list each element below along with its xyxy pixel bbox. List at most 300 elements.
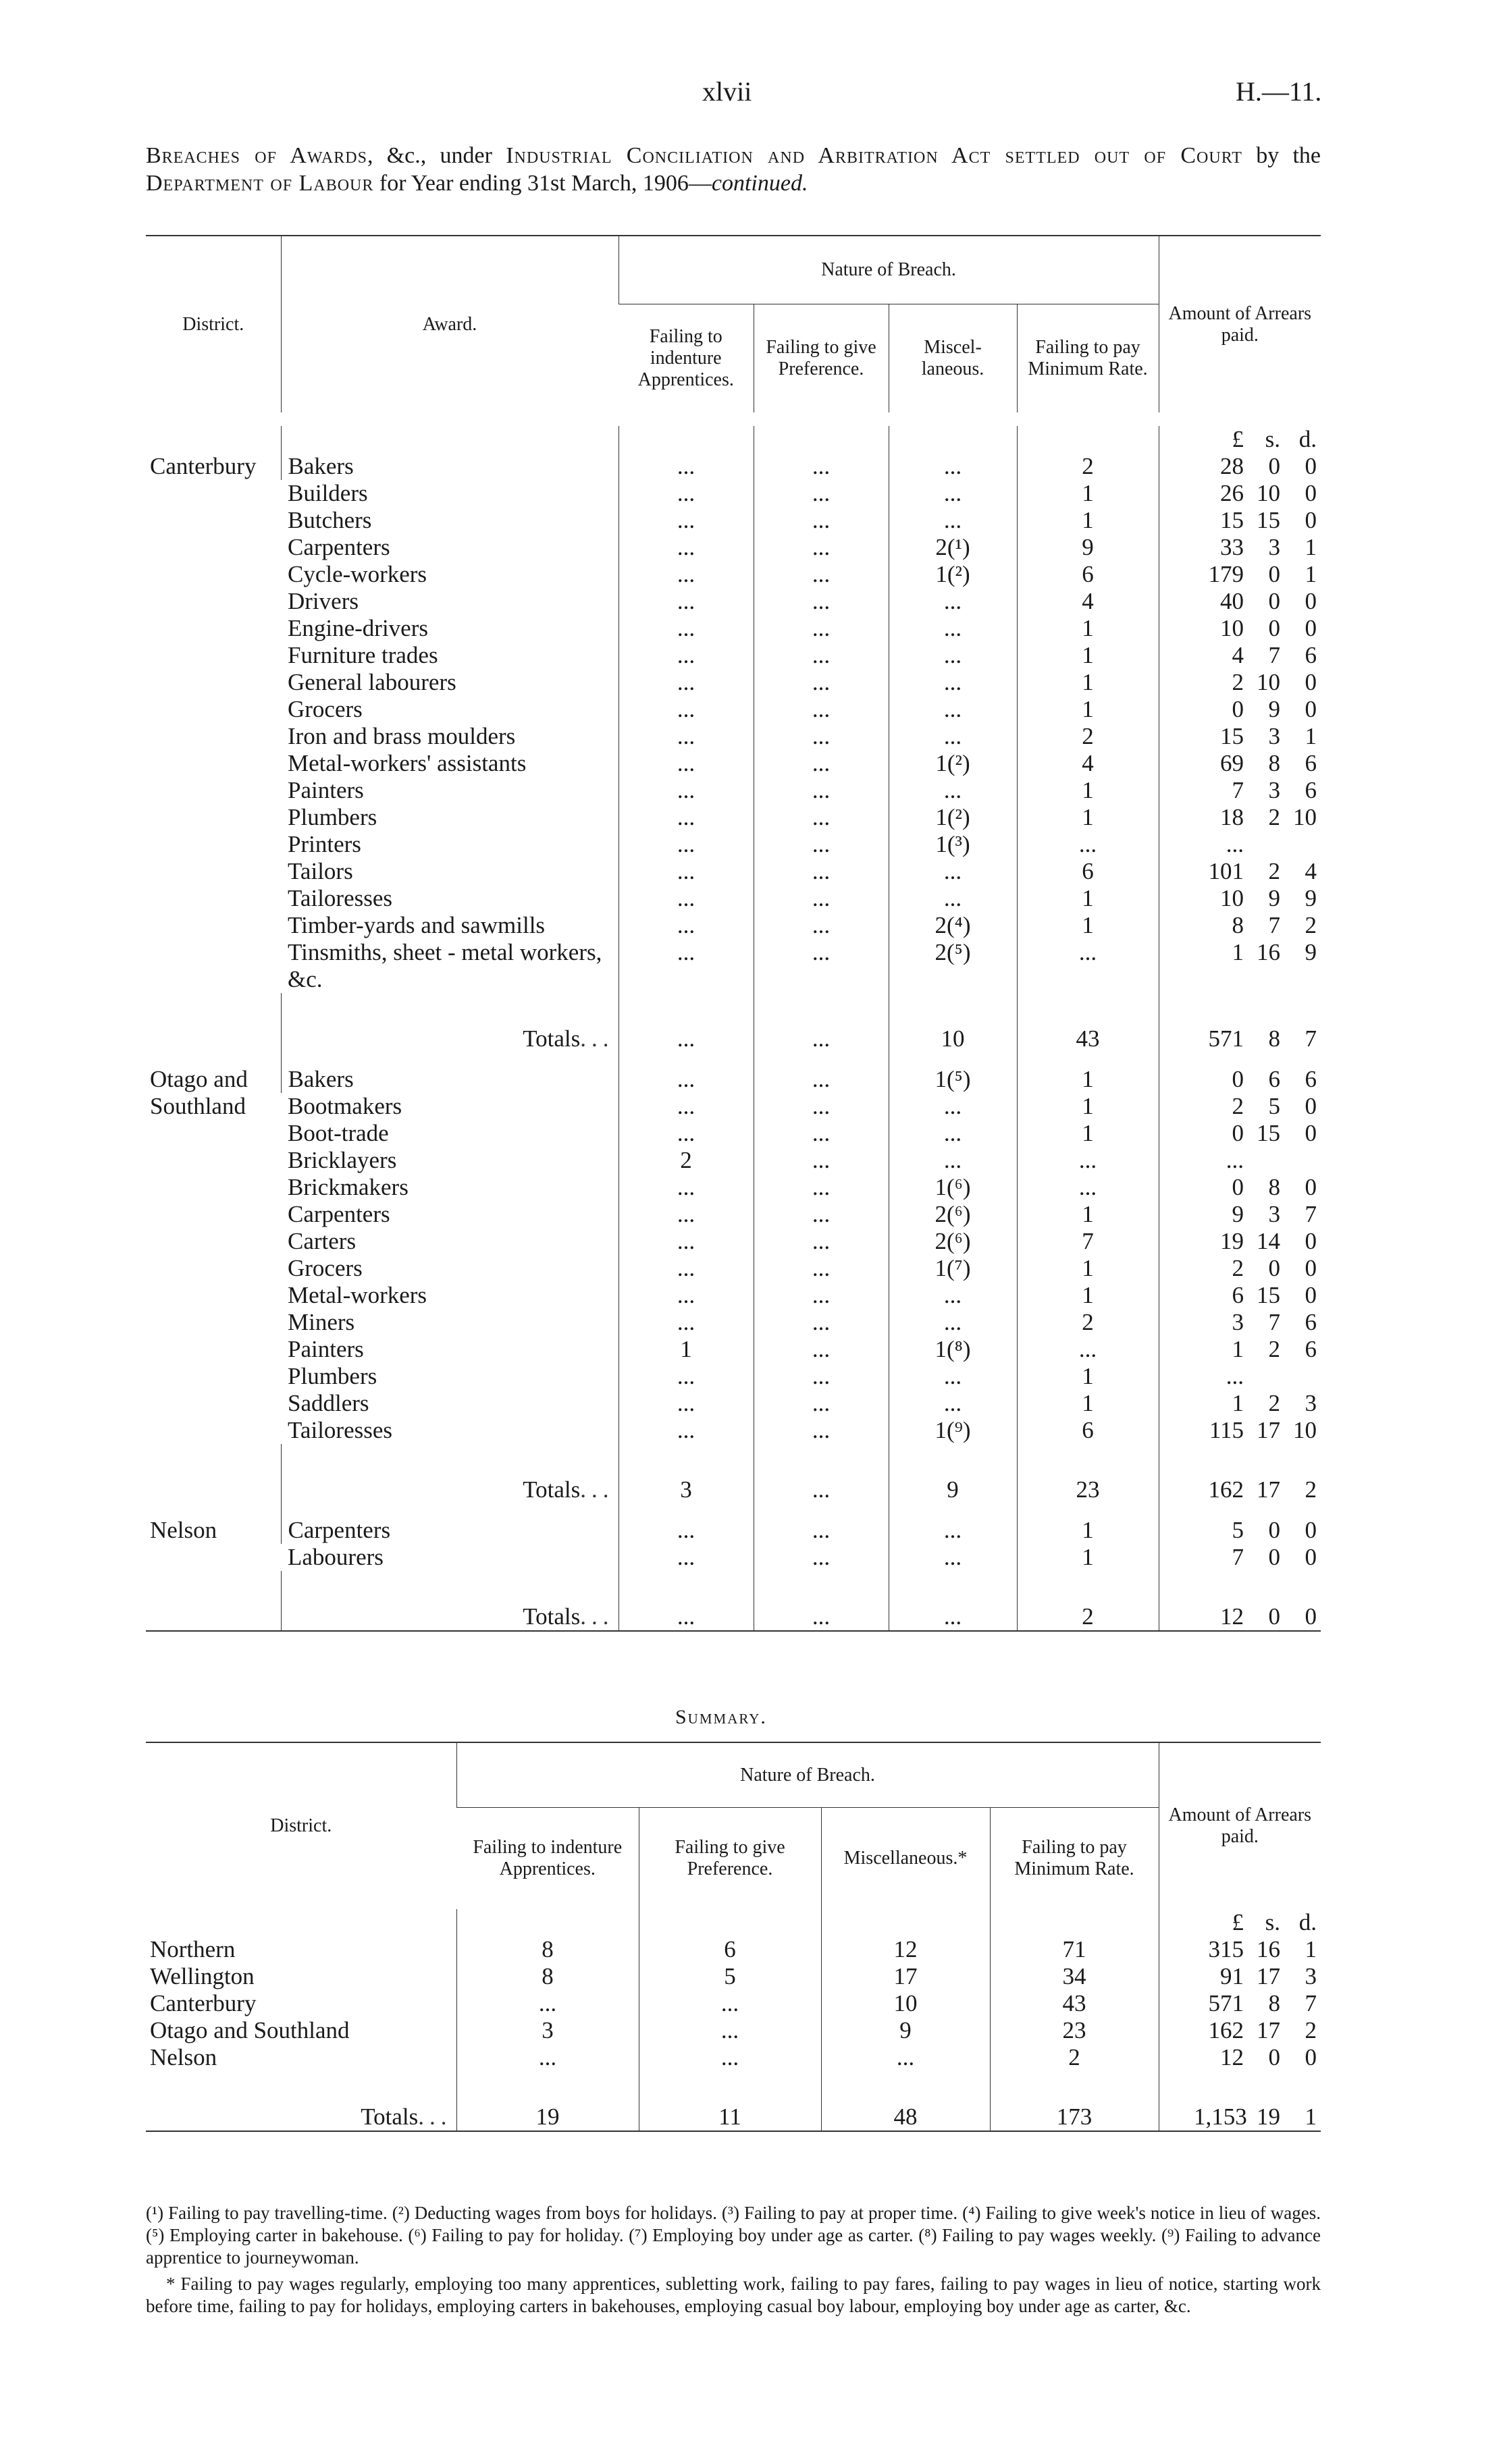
cell-misc: ... — [889, 453, 1017, 480]
pence: 1 — [1305, 534, 1317, 560]
pence: 9 — [1305, 939, 1317, 965]
shillings: 2 — [1268, 858, 1281, 884]
cell-min: 43 — [990, 1990, 1159, 2017]
cell-app: ... — [619, 534, 754, 561]
cell-pref: ... — [754, 1363, 889, 1390]
blank-cell — [821, 2071, 990, 2098]
pounds: 162 — [1208, 1476, 1244, 1503]
summary-title: Summary. — [675, 1706, 767, 1728]
cell-app: ... — [619, 1255, 754, 1282]
spacer-row — [146, 1052, 1321, 1066]
cell-app: ... — [619, 642, 754, 669]
arrears-cell — [1159, 642, 1321, 669]
table-title — [146, 142, 1321, 197]
arrears-cell — [1159, 1020, 1321, 1052]
cell-app: ... — [619, 1598, 754, 1631]
pounds: 0 — [1232, 696, 1244, 722]
blank-cell — [281, 1444, 619, 1471]
cell-app: 3 — [619, 1471, 754, 1503]
cell-min: 1 — [1017, 696, 1159, 723]
cell-pref: ... — [754, 1598, 889, 1631]
arrears-cell — [1159, 777, 1321, 804]
cell-pref: ... — [754, 1282, 889, 1309]
pounds: 5 — [1232, 1517, 1244, 1543]
col-district: District. — [146, 236, 281, 412]
cell-app: ... — [456, 1990, 639, 2017]
award-name: Carpenters — [281, 1517, 619, 1544]
award-name: Saddlers — [288, 1390, 369, 1416]
cell-misc: ... — [889, 1517, 1017, 1544]
blank-cell — [754, 1052, 889, 1066]
currency-units — [1159, 426, 1321, 453]
arrears-cell — [1159, 615, 1321, 642]
cell-misc: ... — [889, 858, 1017, 885]
arrears-cell — [1159, 1201, 1321, 1228]
col-award: Award. — [281, 236, 619, 412]
arrears-cell — [1159, 1255, 1321, 1282]
award-name: Grocers — [288, 1255, 363, 1281]
cell-app: ... — [619, 804, 754, 831]
cell-pref: ... — [754, 885, 889, 912]
blank-cell — [889, 426, 1017, 453]
cell-min: 1 — [1017, 1282, 1159, 1309]
award-name: Brickmakers — [288, 1174, 409, 1200]
shillings: 3 — [1268, 723, 1281, 749]
award-name: Printers — [288, 831, 361, 857]
cell-misc: 9 — [889, 1471, 1017, 1503]
cell-min: ... — [1017, 939, 1159, 993]
summary-district-name: Northern — [150, 1936, 236, 1962]
cell-misc: 1(⁵) — [889, 1066, 1017, 1093]
cell-min: 1 — [1017, 1255, 1159, 1282]
pounds: ... — [1226, 831, 1244, 857]
shillings: 8 — [1268, 750, 1281, 776]
pounds: 33 — [1220, 534, 1244, 560]
pounds: 1 — [1232, 939, 1244, 965]
shillings: 0 — [1268, 453, 1281, 479]
footnote-star: * Failing to pay wages regularly, employing too many apprentices, subletting work, failing to pay fares, failing to pay wages in lieu of notice, starting work before time, failing to pay for holidays, employing carters in bakehouses, employing casual boy labour, employing boy under age as carter, &c. — [146, 2274, 1321, 2316]
cell-pref: ... — [754, 777, 889, 804]
pounds: 7 — [1232, 777, 1244, 803]
arrears-cell — [1159, 1282, 1321, 1309]
arrears-cell — [1159, 1147, 1321, 1174]
cell-pref: ... — [754, 1544, 889, 1571]
pence: 0 — [1305, 615, 1317, 641]
pence: 6 — [1305, 777, 1317, 803]
cell-misc: ... — [889, 1390, 1017, 1417]
shillings: 3 — [1268, 1201, 1281, 1227]
pounds: 26 — [1220, 480, 1244, 506]
cell-min: 2 — [1017, 723, 1159, 750]
pounds: 9 — [1232, 1201, 1244, 1227]
sum-currency-units — [1159, 1909, 1321, 1936]
table-row — [146, 1201, 1321, 1228]
pence: 7 — [1305, 1025, 1317, 1052]
cell-misc: 1(⁷) — [889, 1255, 1017, 1282]
arrears-cell — [1159, 1093, 1321, 1120]
shillings: 14 — [1257, 1228, 1281, 1254]
cell-min: 2 — [1017, 1309, 1159, 1336]
table-row — [146, 561, 1321, 588]
table-row — [146, 777, 1321, 804]
table-row — [146, 480, 1321, 507]
table-row — [146, 1255, 1321, 1282]
title-part: for Year ending 31st March, 1906— — [373, 171, 712, 196]
cell-misc: ... — [889, 669, 1017, 696]
totals-row — [146, 1471, 1321, 1503]
pence: 0 — [1305, 1603, 1317, 1630]
table-row — [146, 750, 1321, 777]
title-part: continued. — [711, 171, 808, 196]
spacer-row — [146, 2071, 1321, 2098]
cell-misc: 17 — [821, 1963, 990, 1990]
arrears-cell — [1159, 1517, 1321, 1544]
table-row — [146, 588, 1321, 615]
arrears-cell — [1159, 561, 1321, 588]
table-row — [146, 696, 1321, 723]
cell-app: ... — [619, 696, 754, 723]
totals-leader: ... — [580, 1603, 614, 1630]
pounds: 0 — [1232, 1174, 1244, 1200]
totals-row — [146, 1020, 1321, 1052]
cell-pref: ... — [754, 831, 889, 858]
blank-cell — [281, 1052, 619, 1066]
blank-cell — [754, 1444, 889, 1471]
blank-cell — [889, 1052, 1017, 1066]
blank-cell — [146, 2071, 456, 2098]
pounds: 15 — [1220, 723, 1244, 749]
cell-misc: ... — [889, 642, 1017, 669]
shillings: 16 — [1257, 939, 1281, 965]
pence: 6 — [1305, 750, 1317, 776]
cell-app: ... — [619, 480, 754, 507]
table-row — [146, 1417, 1321, 1444]
sum-currency-row — [146, 1909, 1321, 1936]
blank-cell — [754, 426, 889, 453]
cell-pref: ... — [639, 2017, 821, 2044]
cell-misc: 2(⁶) — [889, 1228, 1017, 1255]
summary-district — [146, 1990, 456, 2017]
sum-col-misc: Miscellaneous.* — [821, 1808, 990, 1910]
cell-pref: ... — [754, 1201, 889, 1228]
pounds: 101 — [1208, 858, 1244, 884]
cell-app: 1 — [619, 1336, 754, 1363]
pence: 0 — [1305, 1228, 1317, 1254]
blank-cell — [146, 1598, 281, 1631]
table-row — [146, 1390, 1321, 1417]
pounds: 12 — [1220, 1603, 1244, 1630]
cell-app: ... — [619, 1174, 754, 1201]
blank-cell — [889, 1444, 1017, 1471]
blank-cell — [146, 426, 281, 453]
arrears-cell — [1159, 831, 1321, 858]
summary-district-name: Nelson — [150, 2044, 217, 2070]
shillings: 9 — [1268, 696, 1281, 722]
cell-min: 7 — [1017, 1228, 1159, 1255]
cell-misc: 2(¹) — [889, 534, 1017, 561]
shillings: 0 — [1268, 615, 1281, 641]
document-reference: H.—11. — [1236, 76, 1322, 107]
blank-cell — [619, 993, 754, 1020]
col-misc: Miscel- laneous. — [889, 304, 1017, 413]
cell-app: ... — [619, 1544, 754, 1571]
cell-pref: ... — [754, 453, 889, 480]
award-name: Butchers — [288, 507, 372, 533]
shillings: 2 — [1268, 1336, 1281, 1362]
summary-row — [146, 1936, 1321, 1963]
blank-cell — [619, 1052, 754, 1066]
arrears-cell — [1159, 804, 1321, 831]
pounds: 19 — [1220, 1228, 1244, 1254]
table-row — [146, 1147, 1321, 1174]
cell-min: 9 — [1017, 534, 1159, 561]
pence: 0 — [1305, 696, 1317, 722]
blank-cell — [1017, 993, 1159, 1020]
cell-min: 1 — [1017, 804, 1159, 831]
cell-pref: ... — [754, 1093, 889, 1120]
arrears-cell — [1159, 588, 1321, 615]
pounds: 179 — [1208, 561, 1244, 587]
pence: 6 — [1305, 1309, 1317, 1335]
shillings: 17 — [1257, 1963, 1281, 1989]
cell-min: 23 — [990, 2017, 1159, 2044]
shillings: 3 — [1268, 534, 1281, 560]
cell-misc: ... — [889, 723, 1017, 750]
blank-cell — [1017, 1444, 1159, 1471]
cell-min: 1 — [1017, 1544, 1159, 1571]
table-row — [146, 1093, 1321, 1120]
cell-app: ... — [619, 453, 754, 480]
cell-misc: ... — [889, 1147, 1017, 1174]
cell-misc: ... — [821, 2044, 990, 2071]
cell-min: 6 — [1017, 1417, 1159, 1444]
summary-totals-label — [146, 2098, 456, 2131]
cell-misc: 1(²) — [889, 561, 1017, 588]
page-number: xlvii — [702, 76, 752, 107]
shillings: 0 — [1268, 1517, 1281, 1543]
shillings: 7 — [1268, 1309, 1281, 1335]
pence: 6 — [1305, 642, 1317, 668]
blank-cell — [619, 1571, 754, 1598]
cell-misc: 12 — [821, 1936, 990, 1963]
cell-misc: ... — [889, 1309, 1017, 1336]
pounds: 28 — [1220, 453, 1244, 479]
shillings: 0 — [1268, 1603, 1281, 1630]
spacer-row — [146, 1571, 1321, 1598]
cell-pref: ... — [754, 534, 889, 561]
cell-misc: ... — [889, 1120, 1017, 1147]
arrears-cell — [1159, 858, 1321, 885]
cell-app: 8 — [456, 1936, 639, 1963]
cell-app: 19 — [456, 2098, 639, 2131]
shillings: 0 — [1268, 561, 1281, 587]
cell-pref: ... — [754, 1228, 889, 1255]
cell-misc: 10 — [821, 1990, 990, 2017]
cell-pref: ... — [754, 669, 889, 696]
arrears-cell — [1159, 507, 1321, 534]
pence: 7 — [1305, 1990, 1317, 2016]
cell-misc: ... — [889, 588, 1017, 615]
blank-cell — [281, 1571, 619, 1598]
cell-min: 1 — [1017, 912, 1159, 939]
cell-min: ... — [1017, 1336, 1159, 1363]
cell-app: ... — [619, 507, 754, 534]
cell-min: 173 — [990, 2098, 1159, 2131]
table-row — [146, 1120, 1321, 1147]
shillings: 17 — [1257, 2017, 1281, 2043]
arrears-cell — [1159, 912, 1321, 939]
arrears-cell — [1159, 1120, 1321, 1147]
award-name: Builders — [288, 480, 368, 506]
cell-app: ... — [619, 1066, 754, 1093]
cell-pref: ... — [754, 642, 889, 669]
award-name: Bakers — [281, 1066, 619, 1093]
totals-label — [281, 1598, 619, 1631]
award-name: Iron and brass moulders — [288, 723, 516, 749]
col-minimum: Failing to pay Minimum Rate. — [1017, 304, 1159, 413]
table-row — [146, 642, 1321, 669]
sum-col-apprentices: Failing to indenture Apprentices. — [473, 1837, 623, 1879]
award-name: Tailoresses — [288, 1417, 393, 1443]
cell-pref: ... — [754, 804, 889, 831]
cell-pref: ... — [754, 1517, 889, 1544]
shillings: 6 — [1268, 1066, 1281, 1092]
pence: 0 — [1305, 1093, 1317, 1119]
title-part: Department of Labour — [146, 171, 374, 196]
cell-app: ... — [619, 615, 754, 642]
arrears-cell — [1159, 1174, 1321, 1201]
blank-cell — [1159, 1444, 1321, 1471]
cell-min: 1 — [1017, 777, 1159, 804]
pounds: 2 — [1232, 669, 1244, 695]
blank-cell — [754, 1571, 889, 1598]
blank-cell — [146, 1020, 281, 1052]
blank-cell — [1017, 1571, 1159, 1598]
summary-row — [146, 2044, 1321, 2071]
award-name: General labourers — [288, 669, 456, 695]
cell-min: 1 — [1017, 1517, 1159, 1544]
cell-misc: 10 — [889, 1020, 1017, 1052]
table-row — [146, 669, 1321, 696]
cell-min: 4 — [1017, 750, 1159, 777]
pence: 6 — [1305, 1066, 1317, 1092]
pounds: 2 — [1232, 1093, 1244, 1119]
shillings: 19 — [1257, 2104, 1281, 2130]
title-part: , &c., under — [367, 143, 506, 168]
sum-col-preference: Failing to give Preference. — [639, 1808, 821, 1910]
cell-app: ... — [619, 561, 754, 588]
shillings: 0 — [1268, 1255, 1281, 1281]
arrears-cell — [1159, 1390, 1321, 1417]
arrears-cell — [1159, 723, 1321, 750]
arrears-cell — [1159, 534, 1321, 561]
cell-app: ... — [619, 669, 754, 696]
summary-totals-row — [146, 2098, 1321, 2131]
pounds: 571 — [1208, 1990, 1244, 2016]
cell-pref: ... — [754, 1174, 889, 1201]
header-gap-row — [146, 412, 1321, 426]
cell-misc: ... — [889, 885, 1017, 912]
cell-pref: ... — [754, 1147, 889, 1174]
arrears-cell — [1159, 2017, 1321, 2044]
pounds: 315 — [1208, 1936, 1244, 1962]
cell-pref: ... — [754, 1471, 889, 1503]
award-name: Carpenters — [288, 1201, 390, 1227]
blank-cell — [619, 426, 754, 453]
cell-app: ... — [619, 1390, 754, 1417]
cell-misc: 1(³) — [889, 831, 1017, 858]
shillings: 2 — [1268, 804, 1281, 830]
cell-pref: ... — [754, 858, 889, 885]
cell-min: 1 — [1017, 1066, 1159, 1093]
pence: 0 — [1305, 1174, 1317, 1200]
blank-cell — [1159, 2071, 1321, 2098]
cell-misc: 48 — [821, 2098, 990, 2131]
cell-app: ... — [619, 1417, 754, 1444]
cell-min: 6 — [1017, 561, 1159, 588]
pence: 0 — [1305, 1282, 1317, 1308]
blank-cell — [889, 993, 1017, 1020]
table-row — [146, 1363, 1321, 1390]
cell-min: 4 — [1017, 588, 1159, 615]
cell-pref: ... — [754, 912, 889, 939]
shillings: 8 — [1268, 1025, 1281, 1052]
cell-misc: 2(⁶) — [889, 1201, 1017, 1228]
table-row — [146, 912, 1321, 939]
shillings: 15 — [1257, 1282, 1281, 1308]
arrears-cell — [1159, 1544, 1321, 1571]
totals-row — [146, 1598, 1321, 1631]
totals-text: Totals — [523, 1025, 581, 1052]
award-name: Plumbers — [288, 1363, 377, 1389]
district-name: Canterbury — [150, 453, 257, 479]
cell-pref: ... — [754, 1336, 889, 1363]
pence-unit: d. — [1298, 1909, 1317, 1935]
cell-app: ... — [619, 831, 754, 858]
pence: 0 — [1305, 453, 1317, 479]
shillings: 0 — [1268, 588, 1281, 614]
cell-pref: ... — [639, 1990, 821, 2017]
cell-app: ... — [619, 1282, 754, 1309]
title-part: Industrial Conciliation and Arbitration Act — [506, 143, 991, 168]
table-row — [146, 885, 1321, 912]
shillings: 15 — [1257, 507, 1281, 533]
cell-misc: ... — [889, 777, 1017, 804]
award-name: Cycle-workers — [288, 561, 427, 587]
blank-cell — [639, 1909, 821, 1936]
pence: 0 — [1305, 2044, 1317, 2070]
cell-min: 1 — [1017, 480, 1159, 507]
award-name: Tinsmiths, sheet - metal workers, &c. — [288, 939, 602, 992]
pounds: 4 — [1232, 642, 1244, 668]
pounds: 1,153 — [1194, 2104, 1247, 2130]
pounds: 115 — [1209, 1417, 1244, 1443]
cell-pref: ... — [754, 1309, 889, 1336]
arrears-cell — [1159, 1336, 1321, 1363]
blank-cell — [889, 1503, 1017, 1517]
arrears-cell — [1159, 2098, 1321, 2131]
award-name: Miners — [288, 1309, 355, 1335]
pence: 2 — [1305, 1476, 1317, 1503]
blank-cell — [146, 993, 281, 1020]
table-row — [146, 615, 1321, 642]
arrears-cell — [1159, 453, 1321, 480]
cell-min: ... — [1017, 1147, 1159, 1174]
blank-cell — [146, 1444, 281, 1471]
shillings: 7 — [1268, 642, 1281, 668]
blank-cell — [1159, 993, 1321, 1020]
cell-misc: 1(⁹) — [889, 1417, 1017, 1444]
